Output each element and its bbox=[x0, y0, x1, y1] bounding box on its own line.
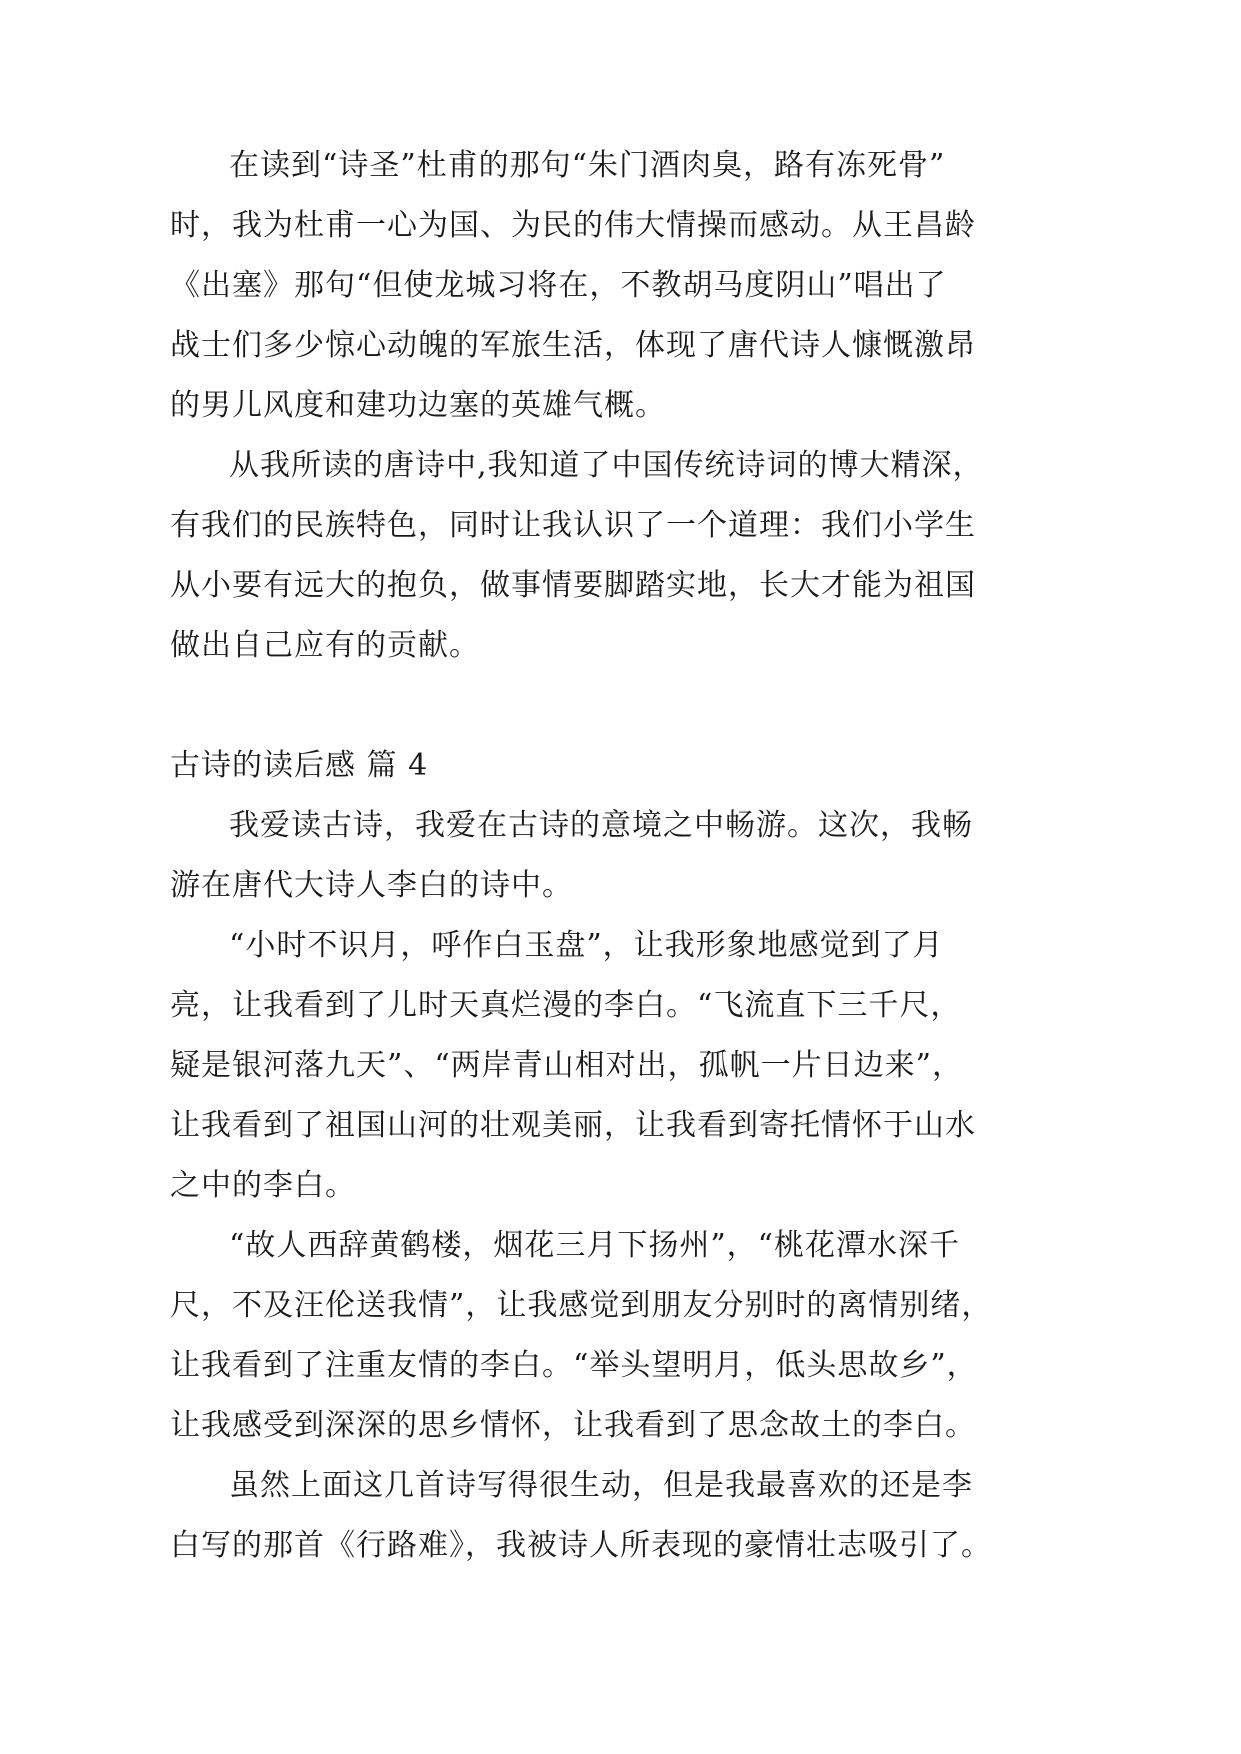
text-line: 时，我为杜甫一心为国、为民的伟大情操而感动。从王昌龄 bbox=[170, 208, 976, 243]
text-line: 战士们多少惊心动魄的军旅生活，体现了唐代诗人慷慨激昂 bbox=[170, 328, 976, 363]
text-line: 让我看到了注重友情的李白。“举头望明月，低头思故乡”， bbox=[170, 1348, 978, 1383]
text-line: 疑是银河落九天”、“两岸青山相对出，孤帆一片日边来”， bbox=[170, 1048, 964, 1083]
text-line: 的男儿风度和建功边塞的英雄气概。 bbox=[170, 388, 666, 423]
text-line: 之中的李白。 bbox=[170, 1168, 356, 1203]
text-line: “故人西辞黄鹤楼，烟花三月下扬州”，“桃花潭水深千 bbox=[229, 1228, 961, 1263]
text-line: 《出塞》那句“但使龙城习将在，不教胡马度阴山”唱出了 bbox=[170, 268, 947, 303]
text-line: 尺，不及汪伦送我情”，让我感觉到朋友分别时的离情别绪， bbox=[170, 1288, 993, 1323]
text-line: 白写的那首《行路难》，我被诗人所表现的豪情壮志吸引了。 bbox=[170, 1528, 992, 1563]
text-line: 在读到“诗圣”杜甫的那句“朱门酒肉臭，路有冻死骨” bbox=[229, 148, 946, 183]
section-heading: 古诗的读后感 篇 4 bbox=[170, 748, 429, 783]
text-line: 让我感受到深深的思乡情怀，让我看到了思念故土的李白。 bbox=[170, 1408, 976, 1443]
text-line: 游在唐代大诗人李白的诗中。 bbox=[170, 868, 573, 903]
text-line: 让我看到了祖国山河的壮观美丽，让我看到寄托情怀于山水 bbox=[170, 1108, 976, 1143]
text-line: “小时不识月，呼作白玉盘”，让我形象地感觉到了月 bbox=[229, 928, 944, 963]
text-line: 亮，让我看到了儿时天真烂漫的李白。“飞流直下三千尺， bbox=[170, 988, 962, 1023]
text-line: 有我们的民族特色，同时让我认识了一个道理：我们小学生 bbox=[170, 508, 976, 543]
text-line: 我爱读古诗，我爱在古诗的意境之中畅游。这次，我畅 bbox=[229, 808, 973, 843]
text-line: 从小要有远大的抱负，做事情要脚踏实地，长大才能为祖国 bbox=[170, 568, 976, 603]
text-line: 从我所读的唐诗中,我知道了中国传统诗词的博大精深， bbox=[229, 448, 984, 483]
text-line: 虽然上面这几首诗写得很生动，但是我最喜欢的还是李 bbox=[229, 1468, 973, 1503]
text-line: 做出自己应有的贡献。 bbox=[170, 628, 480, 663]
